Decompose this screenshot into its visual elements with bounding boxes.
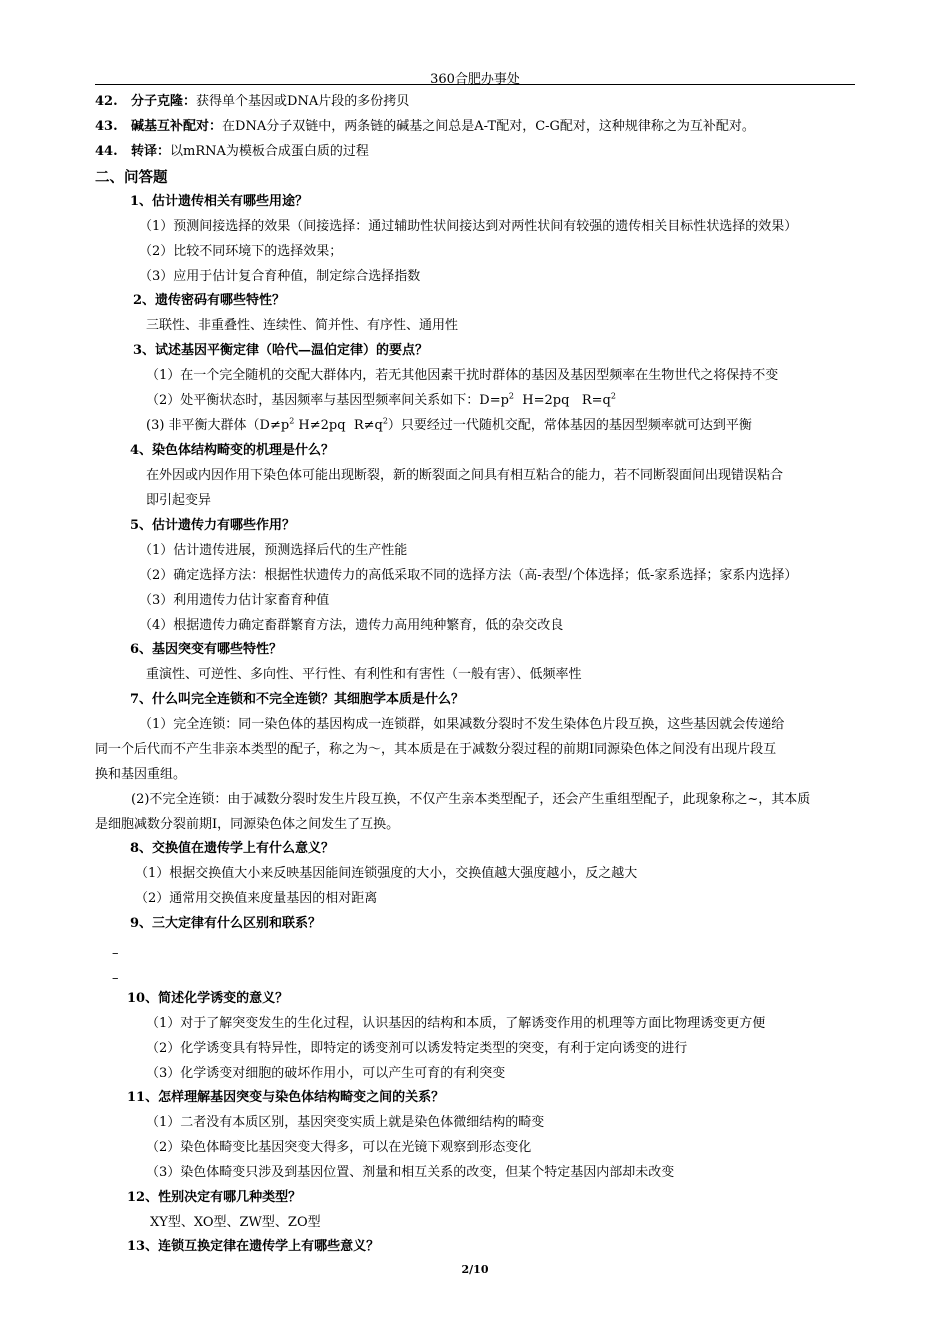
answer-8-2: （2）通常用交换值来度量基因的相对距离 [135,891,378,906]
answer-4-2: 即引起变异 [146,493,212,508]
question-6: 6、基因突变有哪些特性？ [130,642,283,657]
answer-1-1: （1）预测间接选择的效果（间接选择：通过辅助性状间接达到对两性状间有较强的遗传相关目标性状选择的效果） [139,219,798,234]
term-definition: 在DNA分子双链中，两条链的碱基之间总是A-T配对，C-G配对，这种规律称之为互补配对。 [222,119,755,134]
question-3: 3、试述基因平衡定律（哈代—温伯定律）的要点？ [133,343,429,358]
superscript: 2 [610,391,616,401]
page-number: 2/10 [461,1263,489,1276]
question-10: 10、简述化学诱变的意义？ [127,991,289,1006]
answer-8-1: （1）根据交换值大小来反映基因能间连锁强度的大小，交换值越大强度越小，反之越大 [135,866,638,881]
superscript: 2 [508,391,515,401]
question-12: 12、性别决定有哪几种类型？ [127,1190,302,1205]
answer-3-3 [146,417,752,435]
term-name: 转译： [131,144,171,159]
term-42 [95,93,409,111]
answer-11-3: （3）染色体畸变只涉及到基因位置、剂量和相互关系的改变，但某个特定基因内部却未改变 [146,1165,675,1180]
question-9: 9、三大定律有什么区别和联系？ [130,916,322,931]
answer-1-2: （2）比较不同环境下的选择效果； [139,244,343,259]
answer-10-3: （3）化学诱变对细胞的破坏作用小，可以产生可育的有利突变 [146,1066,506,1081]
section-title: 二、问答题 [95,169,168,186]
answer-4-1: 在外因或内因作用下染色体可能出现断裂，新的断裂面之间具有相互粘合的能力，若不同断裂面间出现错误粘合 [146,468,784,483]
question-8: 8、交换值在遗传学上有什么意义？ [130,841,335,856]
answer-7-4: (2)不完全连锁：由于减数分裂时发生片段互换，不仅产生亲本类型配子，还会产生重组型配子，此现象称之~，其本质 [131,792,811,807]
term-43 [95,118,755,136]
answer-2: 三联性、非重叠性、连续性、简并性、有序性、通用性 [146,318,459,333]
question-13: 13、连锁互换定律在遗传学上有哪些意义？ [127,1239,380,1254]
answer-text: H≠2pq R≠q [294,418,383,433]
answer-7-3: 换和基因重组。 [95,767,187,782]
answer-3-1: （1）在一个完全随机的交配大群体内，若无其他因素干扰时群体的基因及基因型频率在生物世代之将保持不变 [146,368,779,383]
term-number: 44. [95,144,118,159]
answer-5-4: （4）根据遗传力确定畜群繁育方法，遗传力高用纯种繁育，低的杂交改良 [139,618,564,633]
question-1: 1、估计遗传相关有哪些用途？ [130,194,309,209]
answer-11-1: （1）二者没有本质区别，基因突变实质上就是染色体微细结构的畸变 [146,1115,545,1130]
answer-5-1: （1）估计遗传进展，预测选择后代的生产性能 [139,543,408,558]
question-5: 5、估计遗传力有哪些作用？ [130,518,296,533]
answer-1-3: （3）应用于估计复合育种值，制定综合选择指数 [139,269,421,284]
question-7: 7、什么叫完全连锁和不完全连锁？其细胞学本质是什么？ [130,692,465,707]
header-divider [95,84,855,85]
term-number: 43. [95,119,118,134]
superscript: 2 [289,416,295,426]
dash-marker: – [112,971,119,986]
answer-7-2: 同一个后代而不产生非亲本类型的配子，称之为～，其本质是在于减数分裂过程的前期Ⅰ同源染色体之间没有出现片段互 [95,742,777,757]
term-name: 分子克隆： [131,94,197,109]
answer-7-1: （1）完全连锁：同一染色体的基因构成一连锁群，如果减数分裂时不发生染体色片段互换，这些基因就会传递给 [139,717,785,732]
answer-12: XY型、XO型、ZW型、ZO型 [150,1215,321,1230]
term-definition: 以mRNA为模板合成蛋白质的过程 [170,144,369,159]
answer-text: （2）处平衡状态时，基因频率与基因型频率间关系如下：D=p [146,393,509,408]
answer-3-2 [146,392,616,410]
question-11: 11、怎样理解基因突变与染色体结构畸变之间的关系？ [127,1090,445,1105]
term-name: 碱基互补配对： [131,119,223,134]
question-2: 2、遗传密码有哪些特性？ [133,293,286,308]
answer-text: ）只要经过一代随机交配，常体基因的基因型频率就可达到平衡 [387,418,752,433]
answer-text: H=2pq R=q [514,393,611,408]
term-44 [95,143,369,161]
answer-11-2: （2）染色体畸变比基因突变大得多，可以在光镜下观察到形态变化 [146,1140,532,1155]
term-number: 42. [95,94,118,109]
answer-text: (3) 非平衡大群体（D≠p [146,418,290,433]
answer-10-1: （1）对于了解突变发生的生化过程，认识基因的结构和本质，了解诱变作用的机理等方面比物理诱变更方便 [146,1016,766,1031]
superscript: 2 [382,416,388,426]
answer-6: 重演性、可逆性、多向性、平行性、有利性和有害性（一般有害）、低频率性 [146,667,582,682]
answer-5-3: （3）利用遗传力估计家畜育种值 [139,593,330,608]
page-header: 360合肥办事处 [430,72,520,87]
question-4: 4、染色体结构畸变的机理是什么？ [130,443,335,458]
answer-10-2: （2）化学诱变具有特异性，即特定的诱变剂可以诱发特定类型的突变，有利于定向诱变的进行 [146,1041,688,1056]
term-definition: 获得单个基因或DNA片段的多份拷贝 [196,94,410,109]
answer-5-2: （2）确定选择方法：根据性状遗传力的高低采取不同的选择方法（高-表型/个体选择；低-家系选择；家系内选择） [139,568,798,583]
dash-marker: – [112,946,119,961]
answer-7-5: 是细胞减数分裂前期Ⅰ，同源染色体之间发生了互换。 [95,817,400,832]
